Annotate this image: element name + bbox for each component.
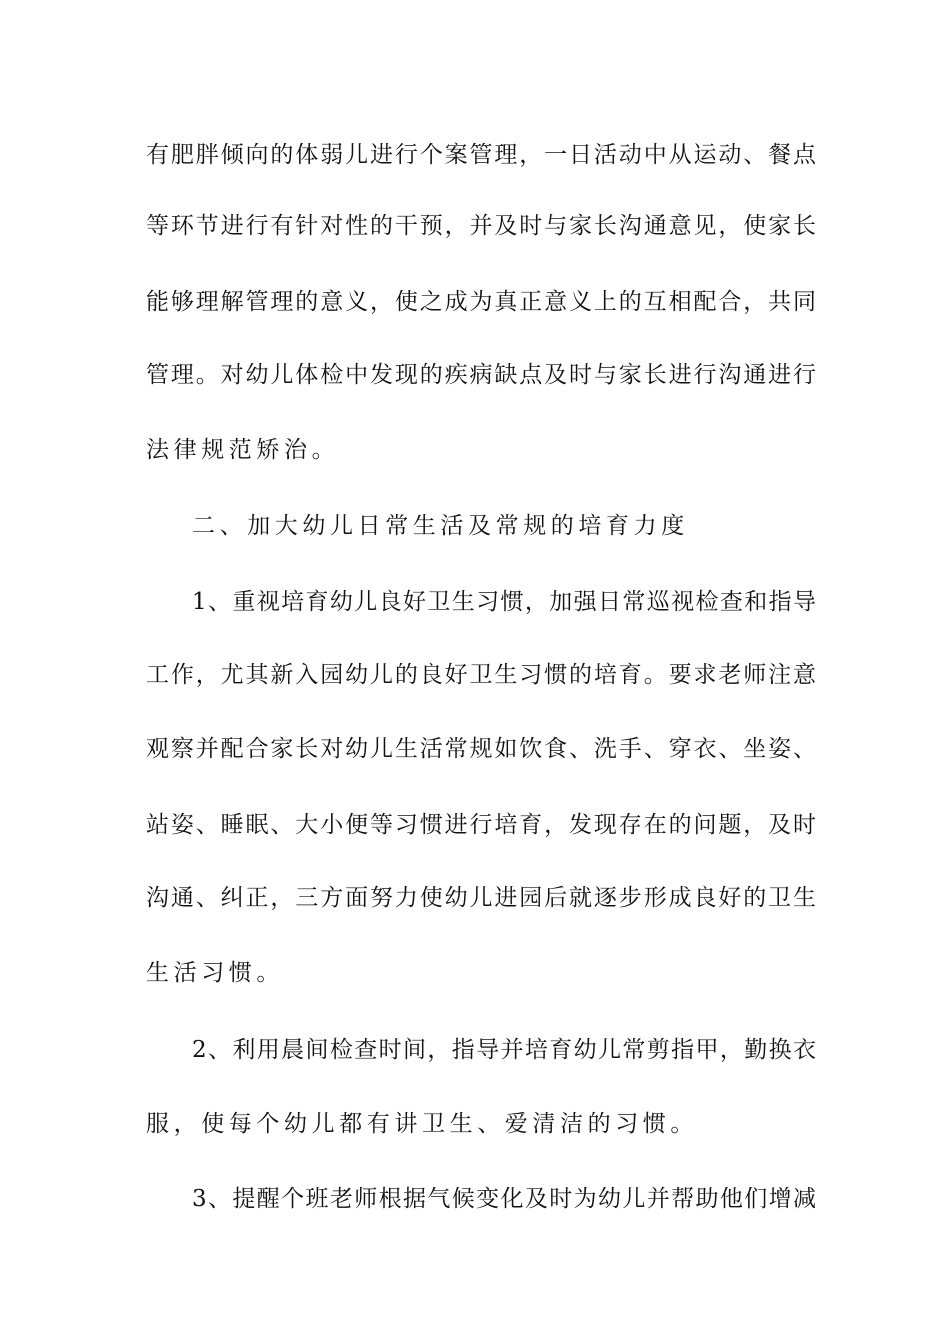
text-line: 法律规范矫治。: [146, 437, 340, 463]
text-line: 工作，尤其新入园幼儿的良好卫生习惯的培育。要求老师注意: [146, 662, 816, 688]
text-line: 2、利用晨间检查时间，指导并培育幼儿常剪指甲，勤换衣: [192, 1037, 816, 1063]
text-line: 3、提醒个班老师根据气候变化及时为幼儿并帮助他们增减: [192, 1186, 816, 1212]
section-heading: 二、加大幼儿日常生活及常规的培育力度: [192, 513, 689, 539]
text-line: 服，使每个幼儿都有讲卫生、爱清洁的习惯。: [146, 1111, 698, 1137]
text-line: 能够理解管理的意义，使之成为真正意义上的互相配合，共同: [146, 289, 816, 315]
text-line: 观察并配合家长对幼儿生活常规如饮食、洗手、穿衣、坐姿、: [146, 736, 816, 762]
text-line: 管理。对幼儿体检中发现的疾病缺点及时与家长进行沟通进行: [146, 362, 816, 388]
text-line: 等环节进行有针对性的干预，并及时与家长沟通意见，使家长: [146, 213, 816, 239]
text-line: 沟通、纠正，三方面努力使幼儿进园后就逐步形成良好的卫生: [146, 885, 816, 911]
text-line: 生活习惯。: [146, 960, 284, 986]
text-line: 1、重视培育幼儿良好卫生习惯，加强日常巡视检查和指导: [192, 589, 816, 615]
text-line: 有肥胖倾向的体弱儿进行个案管理，一日活动中从运动、餐点: [146, 142, 816, 168]
text-line: 站姿、睡眠、大小便等习惯进行培育，发现存在的问题，及时: [146, 812, 816, 838]
